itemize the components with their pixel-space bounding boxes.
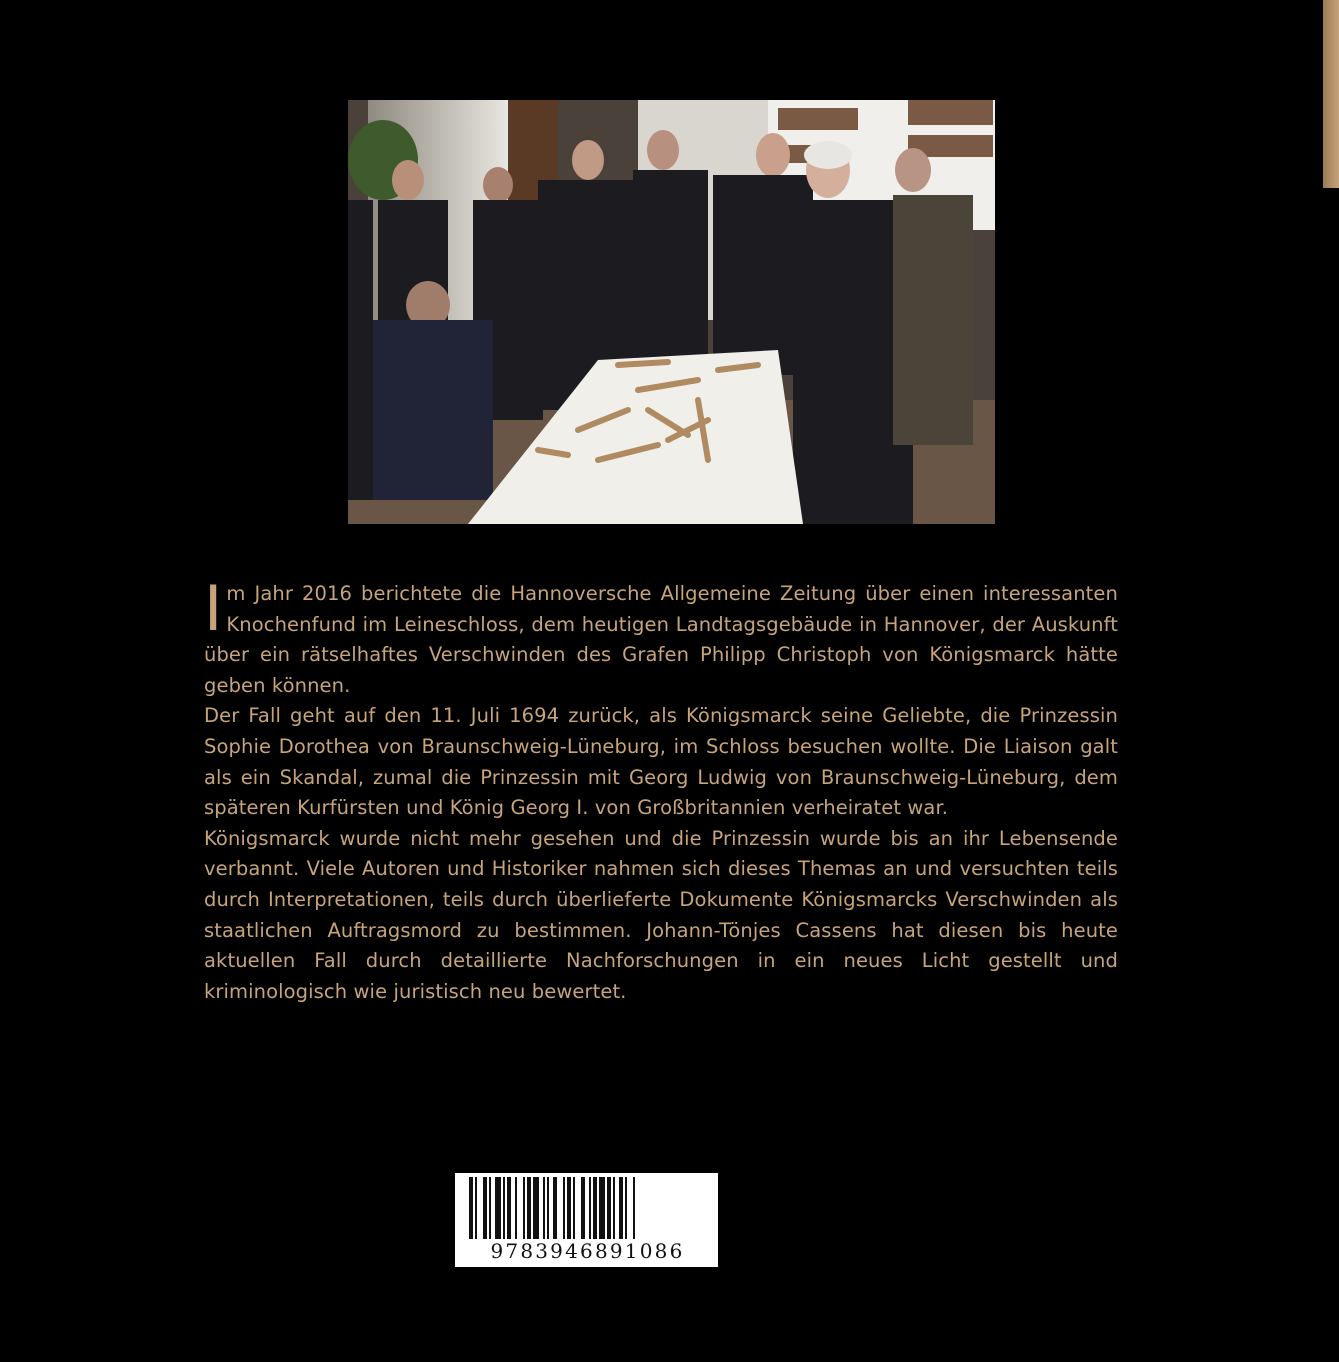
barcode-bar — [483, 1177, 487, 1239]
barcode-bar — [613, 1177, 615, 1239]
barcode-bar — [619, 1177, 623, 1239]
blurb-paragraph-2: Der Fall geht auf den 11. Juli 1694 zurück, als Königsmarck seine Geliebte, die Prinzessin Sophie Dorothea von Braunschweig-Lüneburg, im Schloss besuchen wollte. Die Liaison galt als ein Skandal, zumal die Prinzessin mit Georg Ludwig von Braunschweig-Lüneburg, dem späteren Kurfürsten und König Georg I. von Großbritannien verheiratet war. — [204, 704, 1118, 820]
drop-cap: I — [204, 572, 223, 645]
barcode-bar — [589, 1177, 591, 1239]
barcode-bar — [503, 1177, 505, 1239]
barcode-bar — [593, 1177, 597, 1239]
spine-accent-strip — [1323, 0, 1339, 188]
barcode-bar — [523, 1177, 525, 1239]
barcode-bar — [495, 1177, 501, 1239]
barcode-bar — [489, 1177, 491, 1239]
barcode-bar — [581, 1177, 585, 1239]
barcode-bar — [607, 1177, 611, 1239]
barcode-bar — [553, 1177, 557, 1239]
barcode-bar — [573, 1177, 575, 1239]
barcode-bar — [547, 1177, 549, 1239]
barcode-bar — [533, 1177, 539, 1239]
barcode-bars — [469, 1177, 704, 1239]
barcode-bar — [469, 1177, 473, 1239]
barcode-bar — [599, 1177, 605, 1239]
blurb-paragraph-1-text: m Jahr 2016 berichtete die Hannoversche Allgemeine Zeitung über einen interessanten Knochenfund im Leineschloss, dem heutigen Landtagsgebäude in Hannover, der Auskunft über ein rätselhaftes Verschwinden des Grafen Philipp Christoph von Königsmarck hätte geben können. — [204, 582, 1118, 697]
blurb-paragraph-3: Königsmarck wurde nicht mehr gesehen und die Prinzessin wurde bis an ihr Lebensende verbannt. Viele Autoren und Historiker nahmen sich dieses Themas an und versuchten teils durch Interpretationen, teils durch überlieferte Dokumente Königsmarcks Verschwinden als staatlichen Auftragsmord zu bestimmen. Johann-Tönjes Cassens hat diesen bis heute aktuellen Fall durch detaillierte Nachforschungen in ein neues Licht gestellt und kriminologisch wie juristisch neu bewertet. — [204, 826, 1118, 1003]
isbn-barcode — [455, 1173, 718, 1267]
barcode-bar — [507, 1177, 511, 1239]
barcode-bar — [633, 1177, 635, 1239]
blurb-paragraph-1 — [204, 572, 1118, 701]
barcode-bar — [563, 1177, 565, 1239]
barcode-bar — [625, 1177, 627, 1239]
barcode-bar — [527, 1177, 531, 1239]
barcode-bar — [567, 1177, 571, 1239]
isbn-number: 9783946891086 — [490, 1239, 685, 1263]
barcode-bar — [475, 1177, 477, 1239]
barcode-bar — [543, 1177, 545, 1239]
barcode-bar — [515, 1177, 517, 1239]
press-photo-bone-find — [348, 100, 995, 524]
back-cover-blurb — [204, 572, 1118, 1007]
